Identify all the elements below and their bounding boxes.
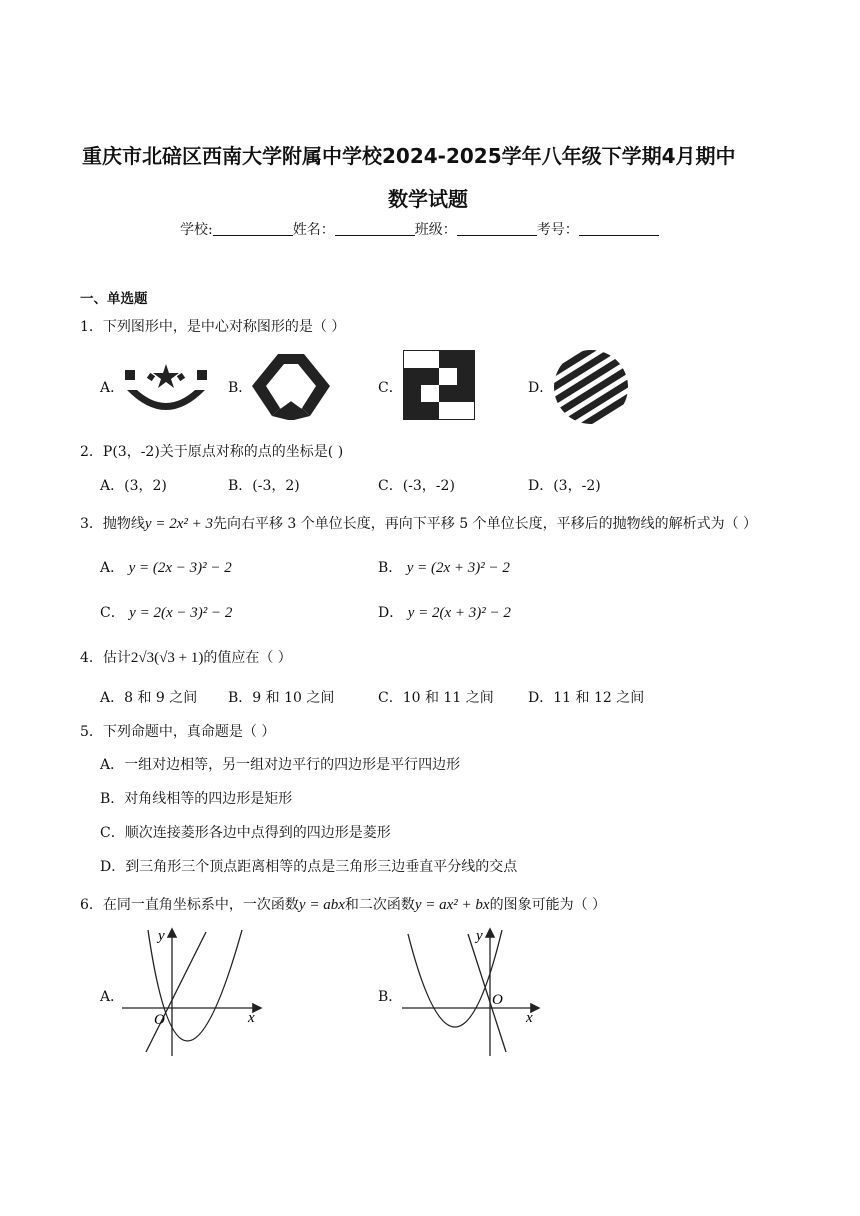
q6-suffix: 的图象可能为（ ） [489,897,607,913]
q4-prefix: 4．估计 [80,650,131,666]
q3-option-d[interactable] [378,602,511,622]
q3-option-c[interactable] [100,602,232,622]
question-4-stem [80,647,292,667]
q6-linear-function: y = abx [298,897,345,913]
q3-prefix: 3．抛物线 [80,516,145,532]
q3-option-b-formula: y = (2x + 3)² − 2 [406,560,510,576]
x-label: x [526,1010,533,1026]
q5-option-b[interactable]: B．对角线相等的四边形是矩形 [100,791,293,807]
section-header: 一、单选题 [80,291,148,307]
q2-option-c[interactable]: C．(-3，-2) [378,478,455,494]
q1-figure-b-ribbon-icon [250,350,332,422]
q1-option-c-label[interactable]: C． [378,380,403,396]
q1-option-a-label[interactable]: A． [100,380,125,396]
page-title: 重庆市北碚区西南大学附属中学校2024-2025学年八年级下学期4月期中 [82,144,736,168]
q3-option-d-formula: y = 2(x + 3)² − 2 [407,605,511,621]
q6-prefix: 6．在同一直角坐标系中，一次函数 [80,897,299,913]
q6-option-b-label[interactable]: B． [378,989,403,1005]
exam-no-blank[interactable] [579,221,659,236]
q6-mid: 和二次函数 [344,897,415,913]
q4-option-b[interactable]: B．9 和 10 之间 [228,690,335,706]
q1-figure-c-checker-icon [403,350,475,420]
q6-quadratic-function: y = ax² + bx [414,897,490,913]
name-label: 姓名： [292,222,335,238]
question-6-stem [80,894,606,914]
parabola [408,930,502,1027]
q2-option-d[interactable]: D．(3，-2) [528,478,601,494]
q3-option-c-label: C． [100,605,125,621]
q2-option-a[interactable]: A．(3，2) [100,478,167,494]
name-blank[interactable] [335,221,415,236]
origin-label: O [154,1012,165,1028]
exam-no-label: 考号： [536,222,579,238]
school-blank[interactable] [213,221,293,236]
q4-suffix: 的值应在（ ） [203,650,292,666]
origin-label: O [492,992,503,1008]
question-3-stem [80,513,757,533]
q6-option-a-label[interactable]: A． [100,989,125,1005]
question-5-stem: 5．下列命题中，真命题是（ ） [80,724,276,740]
q6-graph-b [398,922,548,1062]
q1-figure-d-striped-circle-icon [552,348,630,426]
q1-option-b-label[interactable]: B． [228,380,253,396]
q3-option-a-label: A． [100,560,125,576]
y-label: y [476,928,483,944]
q3-option-b-label: B． [378,560,403,576]
q5-option-d[interactable]: D．到三角形三个顶点距离相等的点是三角形三边垂直平分线的交点 [100,859,518,875]
question-2-stem: 2．P(3，-2)关于原点对称的点的坐标是( ) [80,444,344,460]
school-label: 学校: [180,222,213,238]
q4-option-a[interactable]: A．8 和 9 之间 [100,690,198,706]
page-subtitle: 数学试题 [388,187,468,211]
q4-expression: 2√3(√3 + 1) [130,650,204,666]
q3-option-d-label: D． [378,605,404,621]
q3-option-a-formula: y = (2x − 3)² − 2 [128,560,232,576]
q4-option-d[interactable]: D．11 和 12 之间 [528,690,645,706]
y-label: y [158,928,165,944]
q3-option-c-formula: y = 2(x − 3)² − 2 [129,605,233,621]
q6-graph-a [120,922,270,1062]
class-blank[interactable] [457,221,537,236]
q2-option-b[interactable]: B．(-3，2) [228,478,300,494]
x-label: x [248,1010,255,1026]
q1-figure-a-smile-icon [122,360,210,416]
q3-suffix: 先向右平移 3 个单位长度，再向下平移 5 个单位长度，平移后的抛物线的解析式为（ ） [212,516,758,532]
q3-option-a[interactable] [100,557,232,577]
class-label: 班级： [414,222,457,238]
q3-option-b[interactable] [378,557,510,577]
q5-option-c[interactable]: C．顺次连接菱形各边中点得到的四边形是菱形 [100,825,391,841]
q1-option-d-label[interactable]: D． [528,380,554,396]
info-line [180,219,659,239]
question-1-stem: 1．下列图形中，是中心对称图形的是（ ） [80,319,346,335]
q3-function: y = 2x² + 3 [144,516,213,532]
q5-option-a[interactable]: A．一组对边相等，另一组对边平行的四边形是平行四边形 [100,757,461,773]
q4-option-c[interactable]: C．10 和 11 之间 [378,690,494,706]
